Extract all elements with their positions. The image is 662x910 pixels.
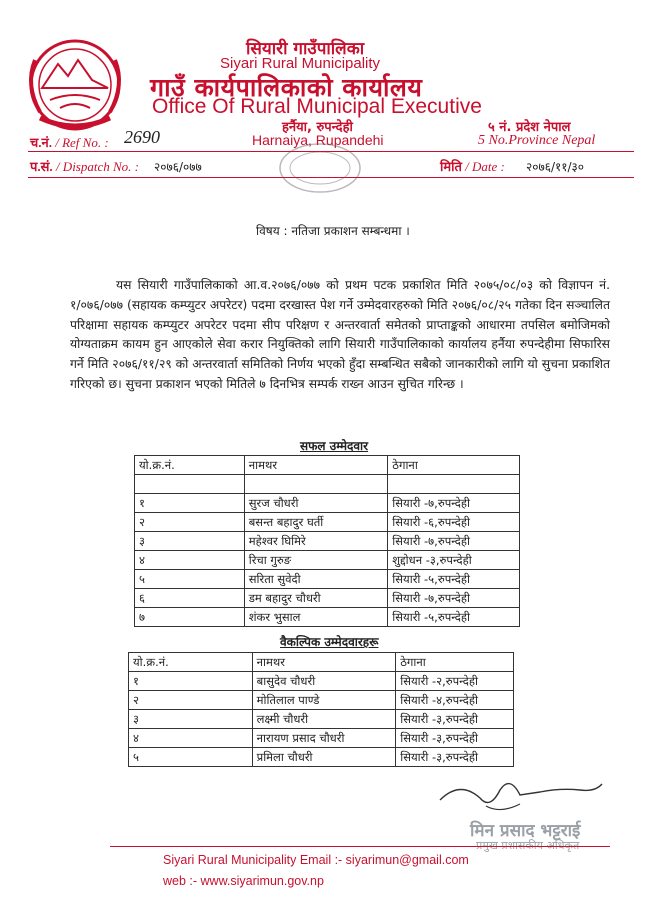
cell-address: सियारी -७,रुपन्देही bbox=[388, 589, 520, 608]
cell-name: महेश्वर घिमिरे bbox=[244, 532, 388, 551]
cell-name: प्रमिला चौधरी bbox=[252, 748, 396, 767]
cell-serial: १ bbox=[135, 494, 245, 513]
table-header-row bbox=[129, 653, 514, 672]
cell-serial: ३ bbox=[135, 532, 245, 551]
ref-number-value: 2690 bbox=[124, 127, 160, 147]
cell-serial: २ bbox=[129, 691, 253, 710]
cell-name: नारायण प्रसाद चौधरी bbox=[252, 729, 396, 748]
footer-divider bbox=[110, 846, 610, 847]
cell-address: सियारी -७,रुपन्देही bbox=[388, 532, 520, 551]
table-row bbox=[135, 494, 520, 513]
office-name-nepali: गाउँ कार्यपालिकाको कार्यालय bbox=[150, 73, 423, 102]
cell-address: सियारी -६,रुपन्देही bbox=[388, 513, 520, 532]
municipality-name-english: Siyari Rural Municipality bbox=[220, 55, 381, 72]
table-row bbox=[129, 672, 514, 691]
alternate-candidates-title: वैकल्पिक उम्मेदवारहरू bbox=[280, 635, 379, 649]
cell-address: सियारी -५,रुपन्देही bbox=[388, 608, 520, 627]
signatory-title: प्रमुख प्रशासकीय अधिकृत bbox=[476, 839, 580, 852]
ref-number-label: च.नं. / Ref No. : bbox=[30, 135, 109, 150]
header-name: नामथर bbox=[252, 653, 396, 672]
cell-name: रिचा गुरुङ bbox=[244, 551, 388, 570]
header-divider bbox=[28, 177, 634, 178]
cell-serial: ६ bbox=[135, 589, 245, 608]
office-name-english: Office Of Rural Municipal Executive bbox=[152, 95, 482, 118]
table-header-row bbox=[135, 456, 520, 475]
notice-body: यस सियारी गाउँपालिकाको आ.व.२०७६/०७७ को प्रथम पटक प्रकाशित मिति २०७५/०८/०३ को विज्ञापन नं. १/०७६/०७७ (सहायक कम्प्युटर अपरेटर) पदमा दरखास्त पेश गर्ने उम्मेदवारहरुको मिति २०७६/०८/२५ गतेका दिन सञ्चालित परिक्षामा सहायक कम्प्युटर अपरेटर पदमा सीप परिक्षण र अन्तरवार्ता समेतको प्राप्ताङ्कको आधारमा तपसिल बमोजिमको योग्यताक्रम कायम हुन आएकोले सेवा करार नियुक्तिको लागि सियारी गाउँपालिकाको कार्यालय हर्नैया रुपन्देहीमा सिफारिस गर्ने मिति २०७६/११/२९ को अन्तरवार्ता समितिको निर्णय भएको हुँदा सम्बन्धित सबैको जानकारीको लागि यो सुचना प्रकाशित गरिएको छ। सुचना प्रकाशन भएको मितिले ७ दिनभित्र सम्पर्क राख्न आउन सुचित गरिन्छ । bbox=[70, 278, 610, 391]
cell-name: सरिता सुवेदी bbox=[244, 570, 388, 589]
successful-candidates-table bbox=[134, 455, 520, 627]
header-address: ठेगाना bbox=[388, 456, 520, 475]
cell-name: शंकर भुसाल bbox=[244, 608, 388, 627]
cell-serial: ५ bbox=[129, 748, 253, 767]
header-serial: यो.क्र.नं. bbox=[135, 456, 245, 475]
table-row bbox=[129, 748, 514, 767]
cell-name: बासुदेव चौधरी bbox=[252, 672, 396, 691]
address-english: Harnaiya, Rupandehi bbox=[252, 132, 384, 148]
cell-name: सुरज चौधरी bbox=[244, 494, 388, 513]
date-value: २०७६/११/३० bbox=[526, 160, 585, 174]
table-row bbox=[129, 729, 514, 748]
cell-address: सियारी -४,रुपन्देही bbox=[396, 691, 514, 710]
province-nepali: ५ नं. प्रदेश नेपाल bbox=[488, 120, 571, 135]
header-serial: यो.क्र.नं. bbox=[129, 653, 253, 672]
cell-serial: २ bbox=[135, 513, 245, 532]
cell-serial: १ bbox=[129, 672, 253, 691]
address-nepali: हर्नैया, रुपन्देही bbox=[282, 120, 353, 135]
cell-address: सियारी -२,रुपन्देही bbox=[396, 672, 514, 691]
cell-address: सियारी -३,रुपन्देही bbox=[396, 748, 514, 767]
signatory-name: मिन प्रसाद भट्टराई bbox=[470, 821, 581, 841]
table-row bbox=[135, 532, 520, 551]
successful-candidates-title: सफल उम्मेदवार bbox=[300, 439, 369, 453]
cell-name: डम बहादुर चौधरी bbox=[244, 589, 388, 608]
table-row bbox=[135, 589, 520, 608]
footer-contact: Siyari Rural Municipality Email :- siyarimun@gmail.com bbox=[163, 853, 469, 867]
cell-address: शुद्दोधन -३,रुपन्देही bbox=[388, 551, 520, 570]
header-address: ठेगाना bbox=[396, 653, 514, 672]
cell-serial: ७ bbox=[135, 608, 245, 627]
cell-name: मोतिलाल पाण्डे bbox=[252, 691, 396, 710]
table-row bbox=[135, 513, 520, 532]
header-name: नामथर bbox=[244, 456, 388, 475]
date-label: मिति / Date : bbox=[440, 159, 505, 174]
table-row bbox=[135, 570, 520, 589]
cell-serial: ५ bbox=[135, 570, 245, 589]
cell-address: सियारी -७,रुपन्देही bbox=[388, 494, 520, 513]
subject-line: विषय : नतिजा प्रकाशन सम्बन्धमा । bbox=[256, 224, 410, 238]
footer-website: web :- www.siyarimun.gov.np bbox=[163, 874, 324, 888]
table-spacer-row bbox=[135, 475, 520, 494]
alternate-candidates-table bbox=[128, 652, 514, 767]
table-row bbox=[129, 691, 514, 710]
dispatch-number-value: २०७६/०७७ bbox=[154, 160, 202, 174]
cell-serial: ४ bbox=[135, 551, 245, 570]
province-english: 5 No.Province Nepal bbox=[478, 133, 596, 148]
nepal-emblem-logo bbox=[20, 30, 130, 140]
table-row bbox=[135, 608, 520, 627]
municipality-name-nepali: सियारी गाउँपालिका bbox=[246, 39, 365, 59]
cell-address: सियारी -३,रुपन्देही bbox=[396, 710, 514, 729]
cell-address: सियारी -३,रुपन्देही bbox=[396, 729, 514, 748]
cell-name: लक्ष्मी चौधरी bbox=[252, 710, 396, 729]
office-stamp bbox=[276, 140, 364, 196]
cell-serial: ३ bbox=[129, 710, 253, 729]
table-row bbox=[129, 710, 514, 729]
dispatch-number-label: प.सं. / Dispatch No. : bbox=[30, 159, 139, 174]
cell-address: सियारी -५,रुपन्देही bbox=[388, 570, 520, 589]
table-row bbox=[135, 551, 520, 570]
ref-underline bbox=[28, 151, 634, 152]
cell-name: बसन्त बहादुर घर्ती bbox=[244, 513, 388, 532]
cell-serial: ४ bbox=[129, 729, 253, 748]
